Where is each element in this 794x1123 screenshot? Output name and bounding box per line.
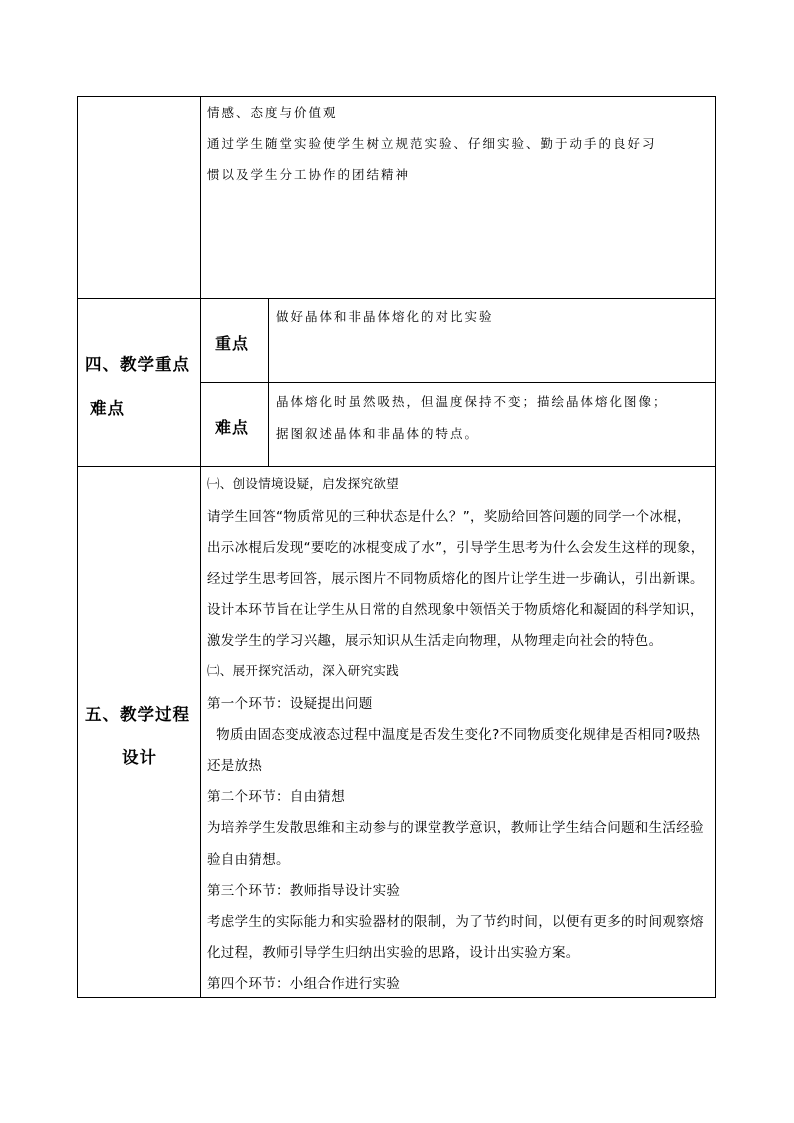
process-line: 第四个环节：小组合作进行实验 [207, 976, 401, 992]
column-divider [200, 96, 201, 998]
attitude-text-line: 通过学生随堂实验使学生树立规范实验、仔细实验、勤于动手的良好习 [207, 136, 657, 151]
difficulty-text-line: 晶体熔化时虽然吸热，但温度保持不变；描绘晶体熔化图像； [276, 394, 668, 409]
row-divider [77, 466, 716, 467]
process-line: 为培养学生发散思维和主动参与的课堂教学意识，教师让学生结合问题和生活经验 [207, 820, 704, 836]
process-line: 出示冰棍后发现“要吃的冰棍变成了水”，引导学生思考为什么会发生这样的现象， [207, 540, 705, 556]
process-line: 物质由固态变成液态过程中温度是否发生变化?不同物质变化规律是否相同?吸热 [207, 727, 701, 743]
table-border-left [77, 96, 78, 998]
process-line: ㈠、创设情境设疑，启发探究欲望 [207, 476, 400, 491]
table-border-right [715, 96, 716, 998]
attitude-heading: 情感、态度与价值观 [207, 105, 338, 120]
section-5-label: 五、教学过程 [85, 705, 190, 724]
key-point-text: 做好晶体和非晶体熔化的对比实验 [276, 309, 494, 324]
section-4-label-cont: 难点 [90, 399, 125, 418]
attitude-text-line: 惯以及学生分工协作的团结精神 [207, 167, 411, 182]
process-line: 第三个环节：教师指导设计实验 [207, 883, 401, 899]
table-border-top [77, 96, 716, 97]
process-line: 第一个环节：设疑提出问题 [207, 696, 373, 712]
row-divider [200, 382, 716, 383]
process-line: 第二个环节：自由猜想 [207, 789, 345, 805]
process-line: 激发学生的学习兴趣，展示知识从生活走向物理，从物理走向社会的特色。 [207, 633, 663, 649]
section-4-label: 四、教学重点 [85, 355, 190, 374]
difficulty-text-line: 据图叙述晶体和非晶体的特点。 [276, 426, 480, 441]
table-border-bottom [77, 997, 716, 998]
process-line: ㈡、展开探究活动，深入研究实践 [207, 663, 400, 678]
section-5-label-cont: 设计 [122, 748, 157, 767]
process-line: 请学生回答“物质常见的三种状态是什么？”，奖励给回答问题的同学一个冰棍， [207, 509, 691, 525]
key-point-label: 重点 [215, 334, 250, 353]
process-line: 考虑学生的实际能力和实验器材的限制，为了节约时间，以便有更多的时间观察熔 [207, 914, 704, 930]
column-divider [268, 298, 269, 466]
process-line: 化过程，教师引导学生归纳出实验的思路，设计出实验方案。 [207, 945, 580, 961]
process-line: 设计本环节旨在让学生从日常的自然现象中领悟关于物质熔化和凝固的科学知识， [207, 602, 704, 618]
process-line: 经过学生思考回答，展示图片不同物质熔化的图片让学生进一步确认，引出新课。 [207, 571, 704, 587]
row-divider [77, 298, 716, 299]
process-line: 验自由猜想。 [207, 852, 290, 868]
process-line: 还是放热 [207, 758, 263, 774]
difficulty-label: 难点 [215, 418, 250, 437]
